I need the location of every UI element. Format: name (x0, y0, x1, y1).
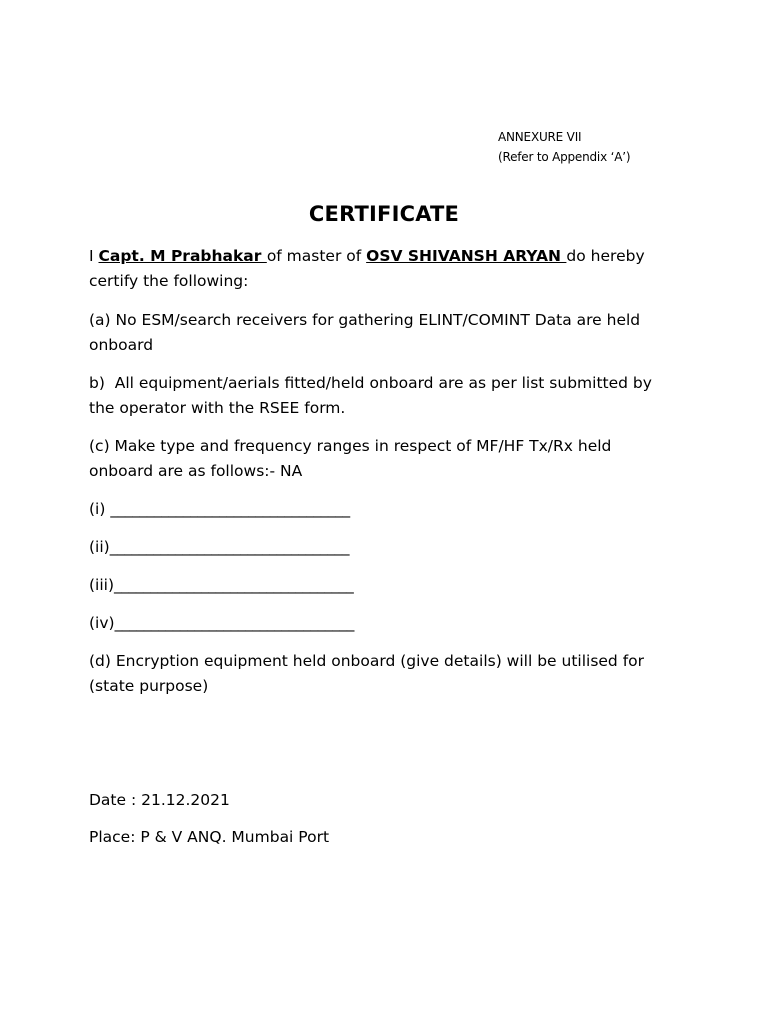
appendix-reference: (Refer to Appendix ‘A’) (498, 150, 631, 164)
blank-ii-label: (ii) (89, 538, 110, 556)
item-b-line-1: b) All equipment/aerials fitted/held onboard are as per list submitted by (89, 374, 652, 392)
item-b (89, 371, 689, 421)
item-c-line-2: onboard are as follows:- NA (89, 462, 303, 480)
intro-suffix: do hereby (566, 247, 645, 265)
blank-iii-label: (iii) (89, 576, 115, 594)
item-b-line-2: the operator with the RSEE form. (89, 399, 346, 417)
blank-i-label: (i) (89, 500, 111, 518)
intro-line-2: certify the following: (89, 272, 249, 290)
blank-iv-label: (iv) (89, 614, 115, 632)
item-d-line-1: (d) Encryption equipment held onboard (give details) will be utilised for (89, 652, 645, 670)
blank-line-ii (89, 535, 689, 560)
date-line: Date : 21.12.2021 (89, 791, 230, 809)
item-d (89, 649, 689, 699)
intro-prefix: I (89, 247, 99, 265)
document-title: CERTIFICATE (308, 202, 460, 226)
intro-line-1 (89, 244, 689, 269)
item-a-line-1: (a) No ESM/search receivers for gathering ELINT/COMINT Data are held (89, 311, 641, 329)
item-a (89, 308, 689, 358)
master-name: Capt. M Prabhakar (98, 247, 267, 265)
intro-paragraph (89, 244, 689, 294)
place-line: Place: P & V ANQ. Mumbai Port (89, 828, 330, 846)
item-a-line-2: onboard (89, 336, 154, 354)
blank-ii-field: _________________________________ (109, 538, 349, 556)
intro-middle: of master of (266, 247, 367, 265)
annexure-number: ANNEXURE VII (498, 130, 582, 144)
item-c (89, 434, 689, 484)
blank-iv-field: _________________________________ (114, 614, 354, 632)
blank-i-field: _________________________________ (110, 500, 350, 518)
item-d-line-2: (state purpose) (89, 677, 209, 695)
vessel-name: OSV SHIVANSH ARYAN (366, 247, 567, 265)
blank-line-i (89, 497, 689, 522)
annexure-reference (498, 127, 630, 167)
blank-iii-field: _________________________________ (114, 576, 354, 594)
blank-line-iii (89, 573, 689, 598)
blank-line-iv (89, 611, 689, 636)
item-c-line-1: (c) Make type and frequency ranges in respect of MF/HF Tx/Rx held (89, 437, 612, 455)
